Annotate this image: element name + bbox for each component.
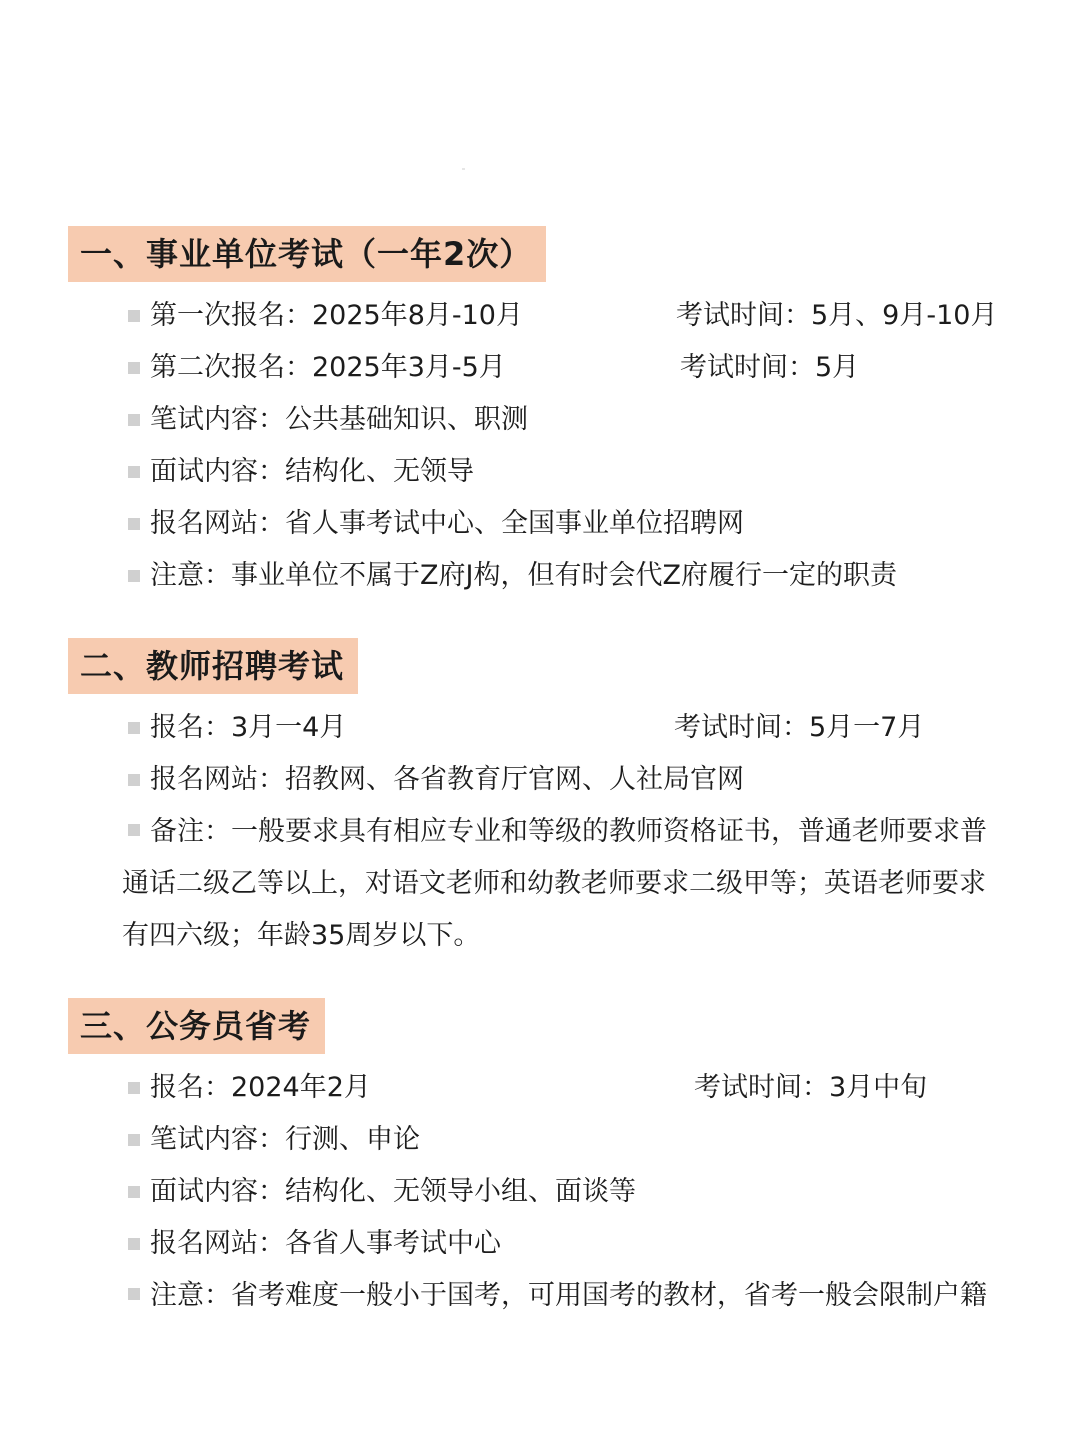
bullet-square-icon: [128, 774, 140, 786]
row-value: 行测、申论: [285, 1124, 420, 1155]
section-1-heading: 一、事业单位考试（一年2次）: [68, 226, 546, 282]
row-label: 注意：: [150, 560, 231, 591]
section-1-row-5: [128, 498, 744, 550]
bullet-square-icon: [128, 1134, 140, 1146]
row-label: 报名：: [150, 712, 231, 743]
section-1-row-1-exam-time: 考试时间：5月、9月-10月: [676, 300, 998, 331]
section-2-heading: 二、教师招聘考试: [68, 638, 358, 694]
row-label: 笔试内容：: [150, 404, 285, 435]
section-2-row-1: [128, 702, 346, 754]
section-2-row-1-exam-time: 考试时间：5月一7月: [674, 712, 925, 743]
bullet-square-icon: [128, 310, 140, 322]
row-value: 公共基础知识、职测: [285, 404, 528, 435]
section-1-row-4: [128, 446, 474, 498]
bullet-square-icon: [128, 414, 140, 426]
section-3-row-3: [128, 1166, 636, 1218]
bullet-square-icon: [128, 570, 140, 582]
bullet-square-icon: [128, 1238, 140, 1250]
bullet-square-icon: [128, 518, 140, 530]
row-label: 面试内容：: [150, 456, 285, 487]
row-value: 招教网、各省教育厅官网、人社局官网: [285, 764, 744, 795]
row-value: 结构化、无领导小组、面谈等: [285, 1176, 636, 1207]
section-1-row-2: [128, 342, 506, 394]
section-3-row-2: [128, 1114, 420, 1166]
bullet-square-icon: [128, 466, 140, 478]
speck: [462, 168, 465, 170]
row-label: 报名网站：: [150, 508, 285, 539]
row-value: 事业单位不属于Z府J构，但有时会代Z府履行一定的职责: [231, 560, 897, 591]
bullet-square-icon: [128, 722, 140, 734]
section-3-row-4: [128, 1218, 501, 1270]
row-label: 第二次报名：: [150, 352, 312, 383]
row-value: 3月一4月: [231, 712, 347, 743]
section-1-row-3: [128, 394, 528, 446]
section-1-row-6: [128, 550, 897, 602]
section-1-row-2-exam-time: 考试时间：5月: [680, 352, 860, 383]
bullet-square-icon: [128, 1186, 140, 1198]
section-3-row-1: [128, 1062, 371, 1114]
bullet-square-icon: [128, 1288, 140, 1300]
bullet-square-icon: [128, 824, 140, 836]
row-label: 报名：: [150, 1072, 231, 1103]
section-3-note: [122, 1270, 1002, 1322]
bullet-square-icon: [128, 362, 140, 374]
row-label: 面试内容：: [150, 1176, 285, 1207]
row-value: 结构化、无领导: [285, 456, 474, 487]
row-value: 2024年2月: [231, 1072, 371, 1103]
section-3-row-1-exam-time: 考试时间：3月中旬: [694, 1072, 928, 1103]
row-value: 省人事考试中心、全国事业单位招聘网: [285, 508, 744, 539]
section-3-heading: 三、公务员省考: [68, 998, 325, 1054]
row-label: 报名网站：: [150, 1228, 285, 1259]
row-value: 2025年3月-5月: [312, 352, 506, 383]
section-2-note: [122, 806, 1002, 962]
row-label: 报名网站：: [150, 764, 285, 795]
row-label: 笔试内容：: [150, 1124, 285, 1155]
row-label: 第一次报名：: [150, 300, 312, 331]
section-1-row-1: [128, 290, 523, 342]
row-value: 各省人事考试中心: [285, 1228, 501, 1259]
bullet-square-icon: [128, 1082, 140, 1094]
section-2-row-2: [128, 754, 744, 806]
note-text: 注意：省考难度一般小于国考，可用国考的教材，省考一般会限制户籍: [150, 1280, 987, 1311]
row-value: 2025年8月-10月: [312, 300, 523, 331]
note-text: 备注：一般要求具有相应专业和等级的教师资格证书，普通老师要求普通话二级乙等以上，对语文老师和幼教老师要求二级甲等；英语老师要求有四六级；年龄35周岁以下。: [122, 816, 987, 951]
